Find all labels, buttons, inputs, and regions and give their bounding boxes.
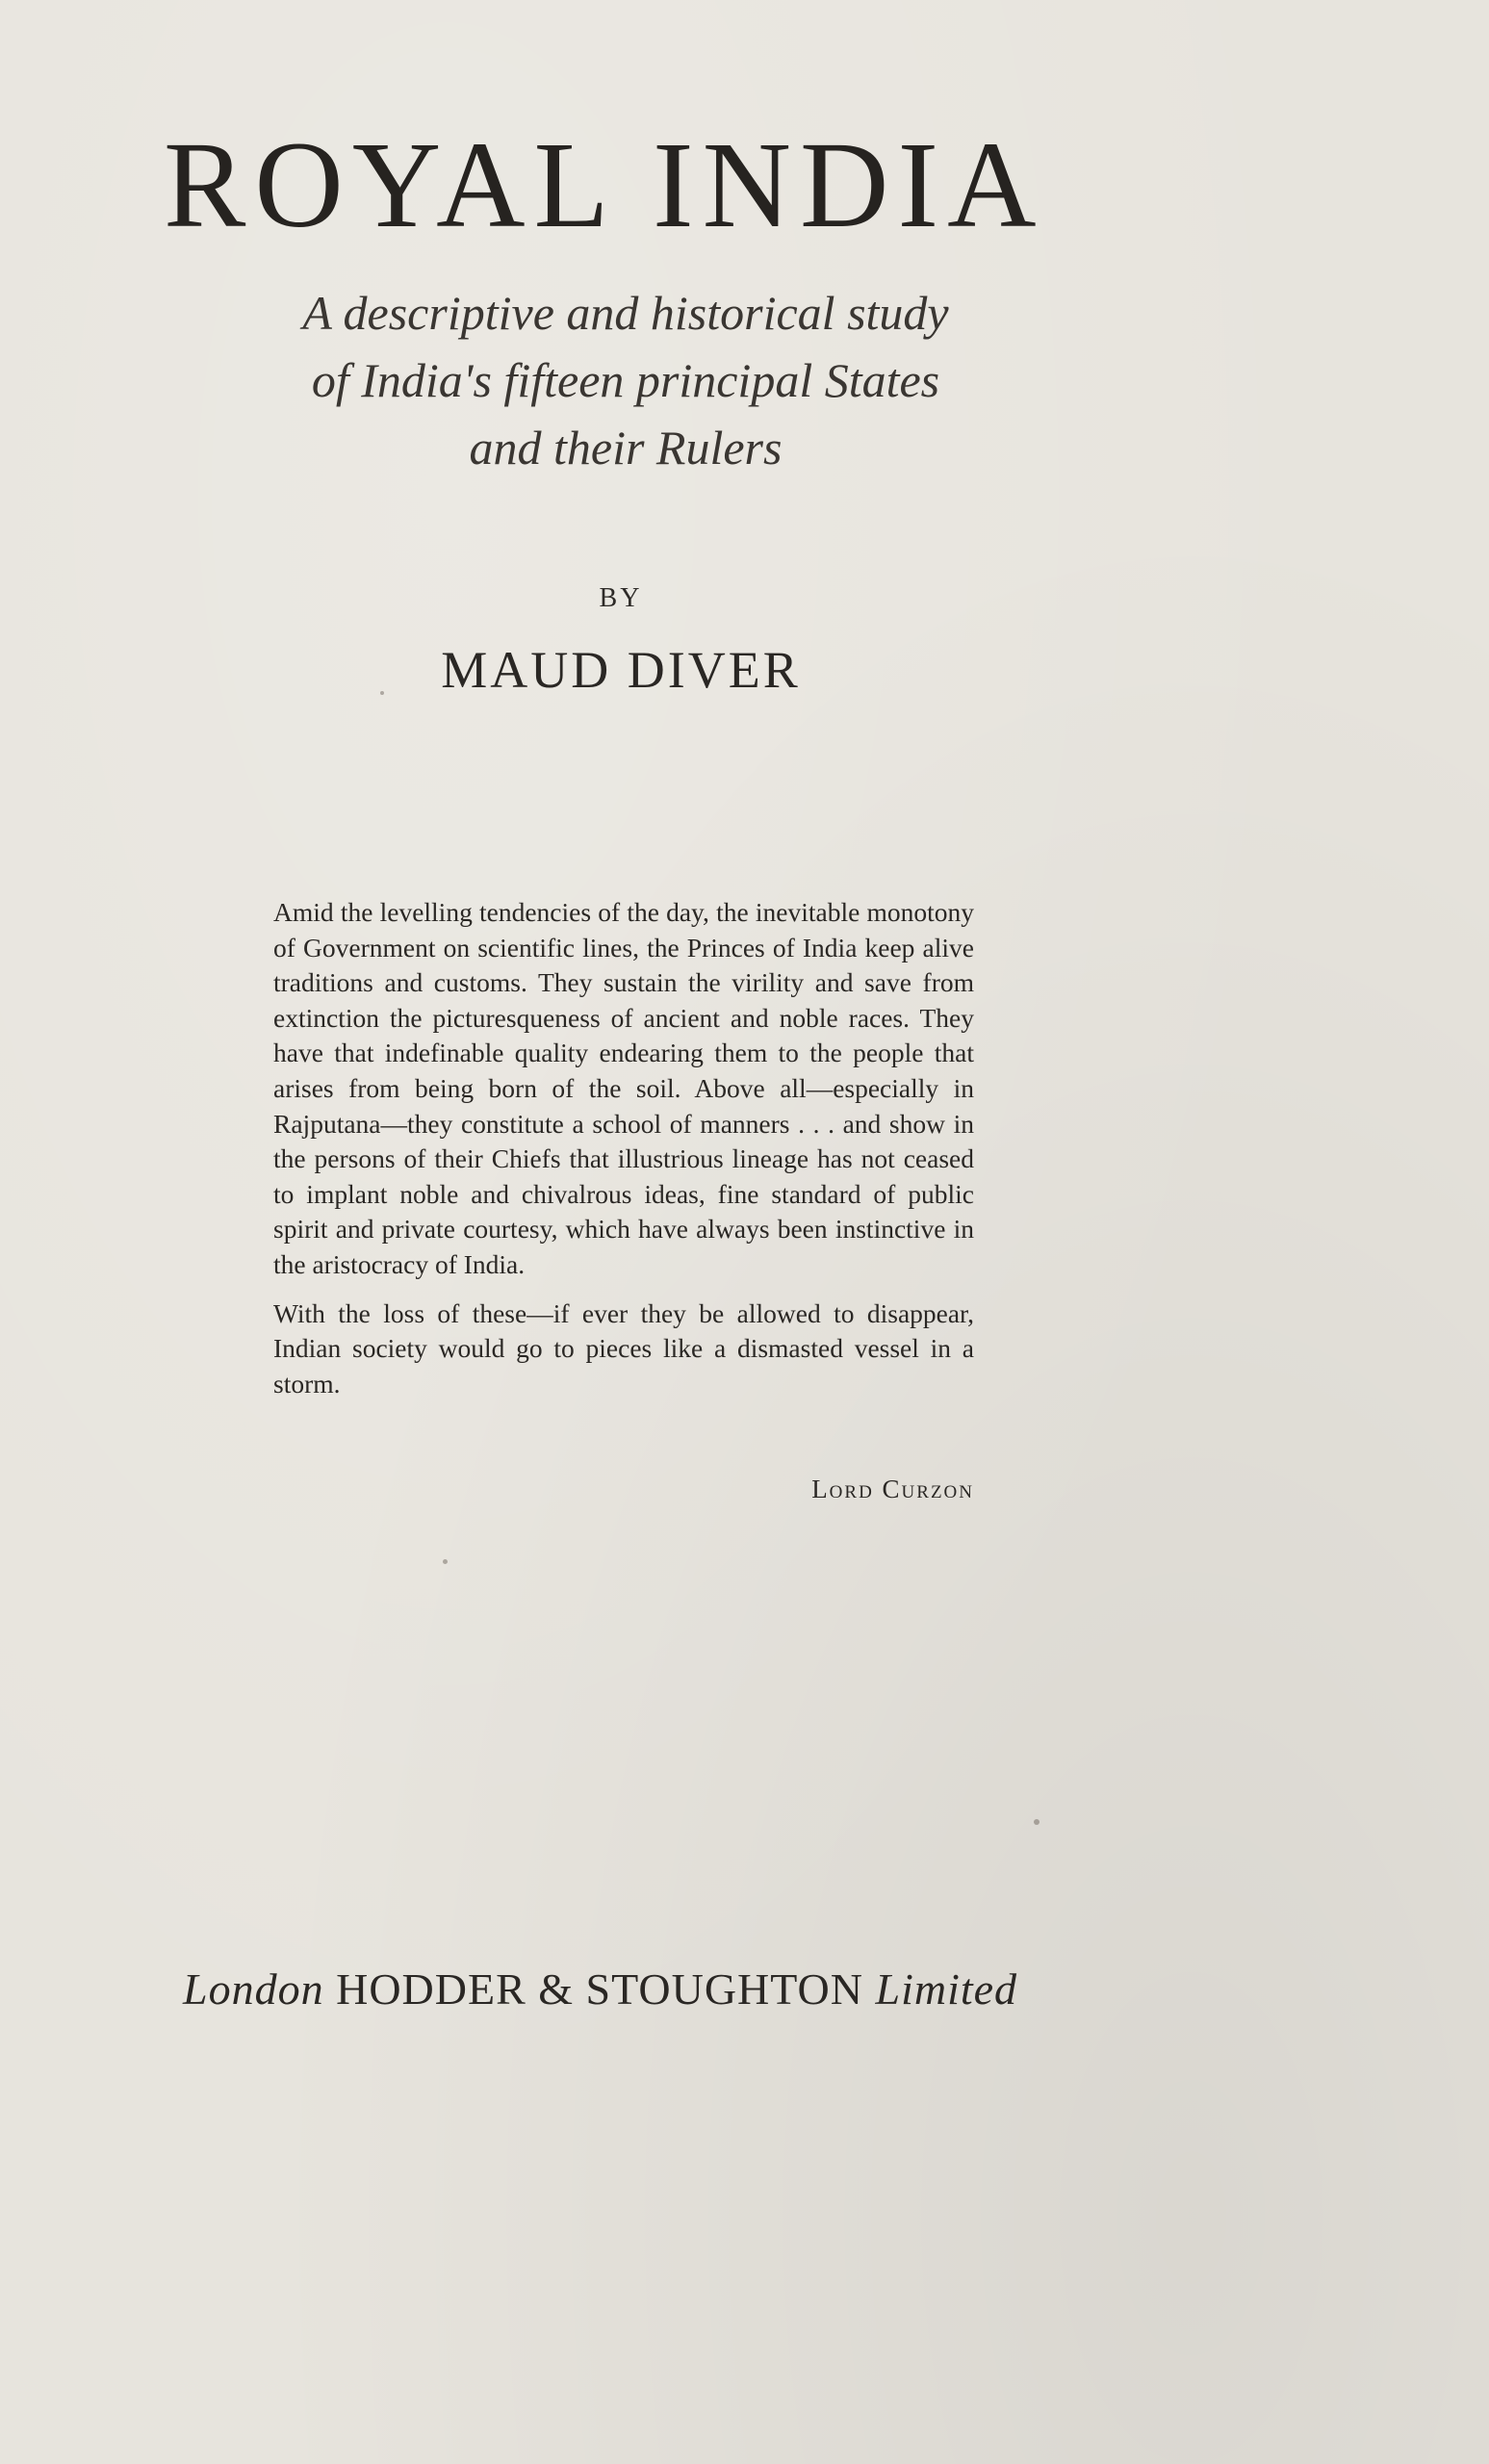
paper-speck bbox=[1034, 1819, 1040, 1825]
author-name: MAUD DIVER bbox=[441, 641, 801, 699]
epigraph-paragraph-1: Amid the levelling tendencies of the day, the inevitable monotony of Government on scientific lines, the Princes of India keep alive traditions and customs. They sustain the virility and save from extinction the picturesqueness of ancient and noble races. They have that indefinable quality endearing them to the people that arises from being born of the soil. Above all—especially in Rajputana—they constitute a school of manners . . . and show in the persons of their Chiefs that illustrious lineage has not ceased to implant noble and chivalrous ideas, fine standard of public spirit and private courtesy, which have always been instinctive in the aristocracy of India. bbox=[273, 897, 974, 1279]
book-subtitle bbox=[193, 279, 1059, 481]
epigraph-attribution: Lord Curzon bbox=[811, 1475, 974, 1503]
subtitle-line-3: and their Rulers bbox=[469, 421, 783, 475]
imprint-city: London bbox=[183, 1964, 324, 2014]
imprint-suffix: Limited bbox=[875, 1964, 1018, 2014]
paper-speck bbox=[443, 1559, 448, 1564]
subtitle-line-1: A descriptive and historical study bbox=[302, 286, 949, 340]
paper-speck bbox=[380, 691, 384, 695]
imprint-publisher: HODDER & STOUGHTON bbox=[336, 1964, 863, 2014]
publisher-imprint bbox=[183, 1964, 1068, 2015]
book-title: ROYAL INDIA bbox=[164, 116, 1045, 253]
epigraph bbox=[273, 895, 974, 1401]
by-label: BY bbox=[599, 583, 643, 613]
subtitle-line-2: of India's fifteen principal States bbox=[311, 353, 940, 407]
epigraph-paragraph-2: With the loss of these—if ever they be allowed to disappear, Indian society would go to pieces like a dismasted vessel in a storm. bbox=[273, 1297, 974, 1399]
